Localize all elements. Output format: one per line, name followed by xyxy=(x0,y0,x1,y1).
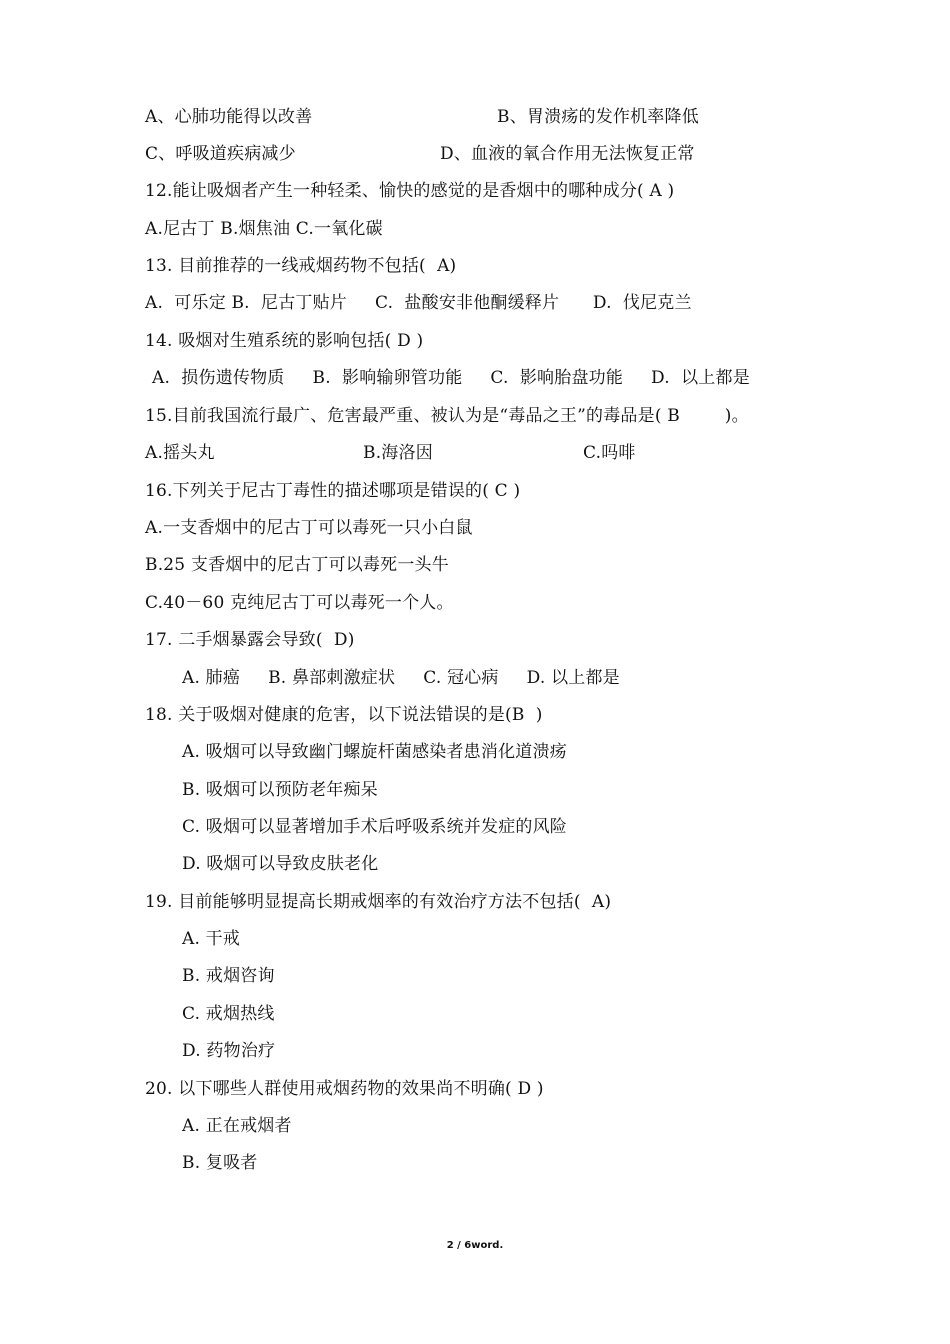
option-line: A.尼古丁 B.烟焦油 C.一氧化碳 xyxy=(145,219,383,239)
option-line: A. 吸烟可以导致幽门螺旋杆菌感染者患消化道溃疡 xyxy=(182,742,567,762)
option-line: D、血液的氧合作用无法恢复正常 xyxy=(440,144,695,164)
question-line: 14. 吸烟对生殖系统的影响包括( D ) xyxy=(145,331,424,351)
option-line: B.25 支香烟中的尼古丁可以毒死一头牛 xyxy=(145,555,449,575)
option-line: B. 复吸者 xyxy=(182,1153,258,1173)
option-line: C. 吸烟可以显著增加手术后呼吸系统并发症的风险 xyxy=(182,817,568,837)
question-line: 16.下列关于尼古丁毒性的描述哪项是错误的( C ) xyxy=(145,481,521,501)
option-line: B.海洛因 xyxy=(363,443,433,463)
option-line: B. 吸烟可以预防老年痴呆 xyxy=(182,780,378,800)
page-footer: 2 / 6word. xyxy=(446,1240,504,1251)
option-line: A.一支香烟中的尼古丁可以毒死一只小白鼠 xyxy=(145,518,473,538)
option-line: A. 可乐定 B. 尼古丁贴片 C. 盐酸安非他酮缓释片 D. 伐尼克兰 xyxy=(145,293,692,313)
question-line: 12.能让吸烟者产生一种轻柔、愉快的感觉的是香烟中的哪种成分( A ) xyxy=(145,181,675,201)
option-line: A. 干戒 xyxy=(182,929,241,949)
question-line: 20. 以下哪些人群使用戒烟药物的效果尚不明确( D ) xyxy=(145,1079,544,1099)
option-line: A. 肺癌 B. 鼻部刺激症状 C. 冠心病 D. 以上都是 xyxy=(182,668,620,688)
option-line: D. 吸烟可以导致皮肤老化 xyxy=(182,854,379,874)
option-line: D. 药物治疗 xyxy=(182,1041,276,1061)
option-line: A、心肺功能得以改善 xyxy=(145,107,313,127)
option-line: B. 戒烟咨询 xyxy=(182,966,275,986)
option-line: A. 正在戒烟者 xyxy=(182,1116,292,1136)
question-line: 19. 目前能够明显提高长期戒烟率的有效治疗方法不包括( A) xyxy=(145,892,612,912)
option-line: C、呼吸道疾病减少 xyxy=(145,144,296,164)
question-line: 15.目前我国流行最广、危害最严重、被认为是“毒品之王”的毒品是( B )。 xyxy=(145,406,749,426)
option-line: C.40－60 克纯尼古丁可以毒死一个人。 xyxy=(145,593,454,613)
option-line: A. 损伤遗传物质 B. 影响输卵管功能 C. 影响胎盘功能 D. 以上都是 xyxy=(152,368,750,388)
option-line: B、胃溃疡的发作机率降低 xyxy=(497,107,699,127)
option-line: C.吗啡 xyxy=(583,443,636,463)
question-line: 17. 二手烟暴露会导致( D) xyxy=(145,630,355,650)
option-line: C. 戒烟热线 xyxy=(182,1004,275,1024)
option-line: A.摇头丸 xyxy=(145,443,215,463)
question-line: 13. 目前推荐的一线戒烟药物不包括( A) xyxy=(145,256,457,276)
question-line: 18. 关于吸烟对健康的危害，以下说法错误的是(B ) xyxy=(145,705,543,725)
